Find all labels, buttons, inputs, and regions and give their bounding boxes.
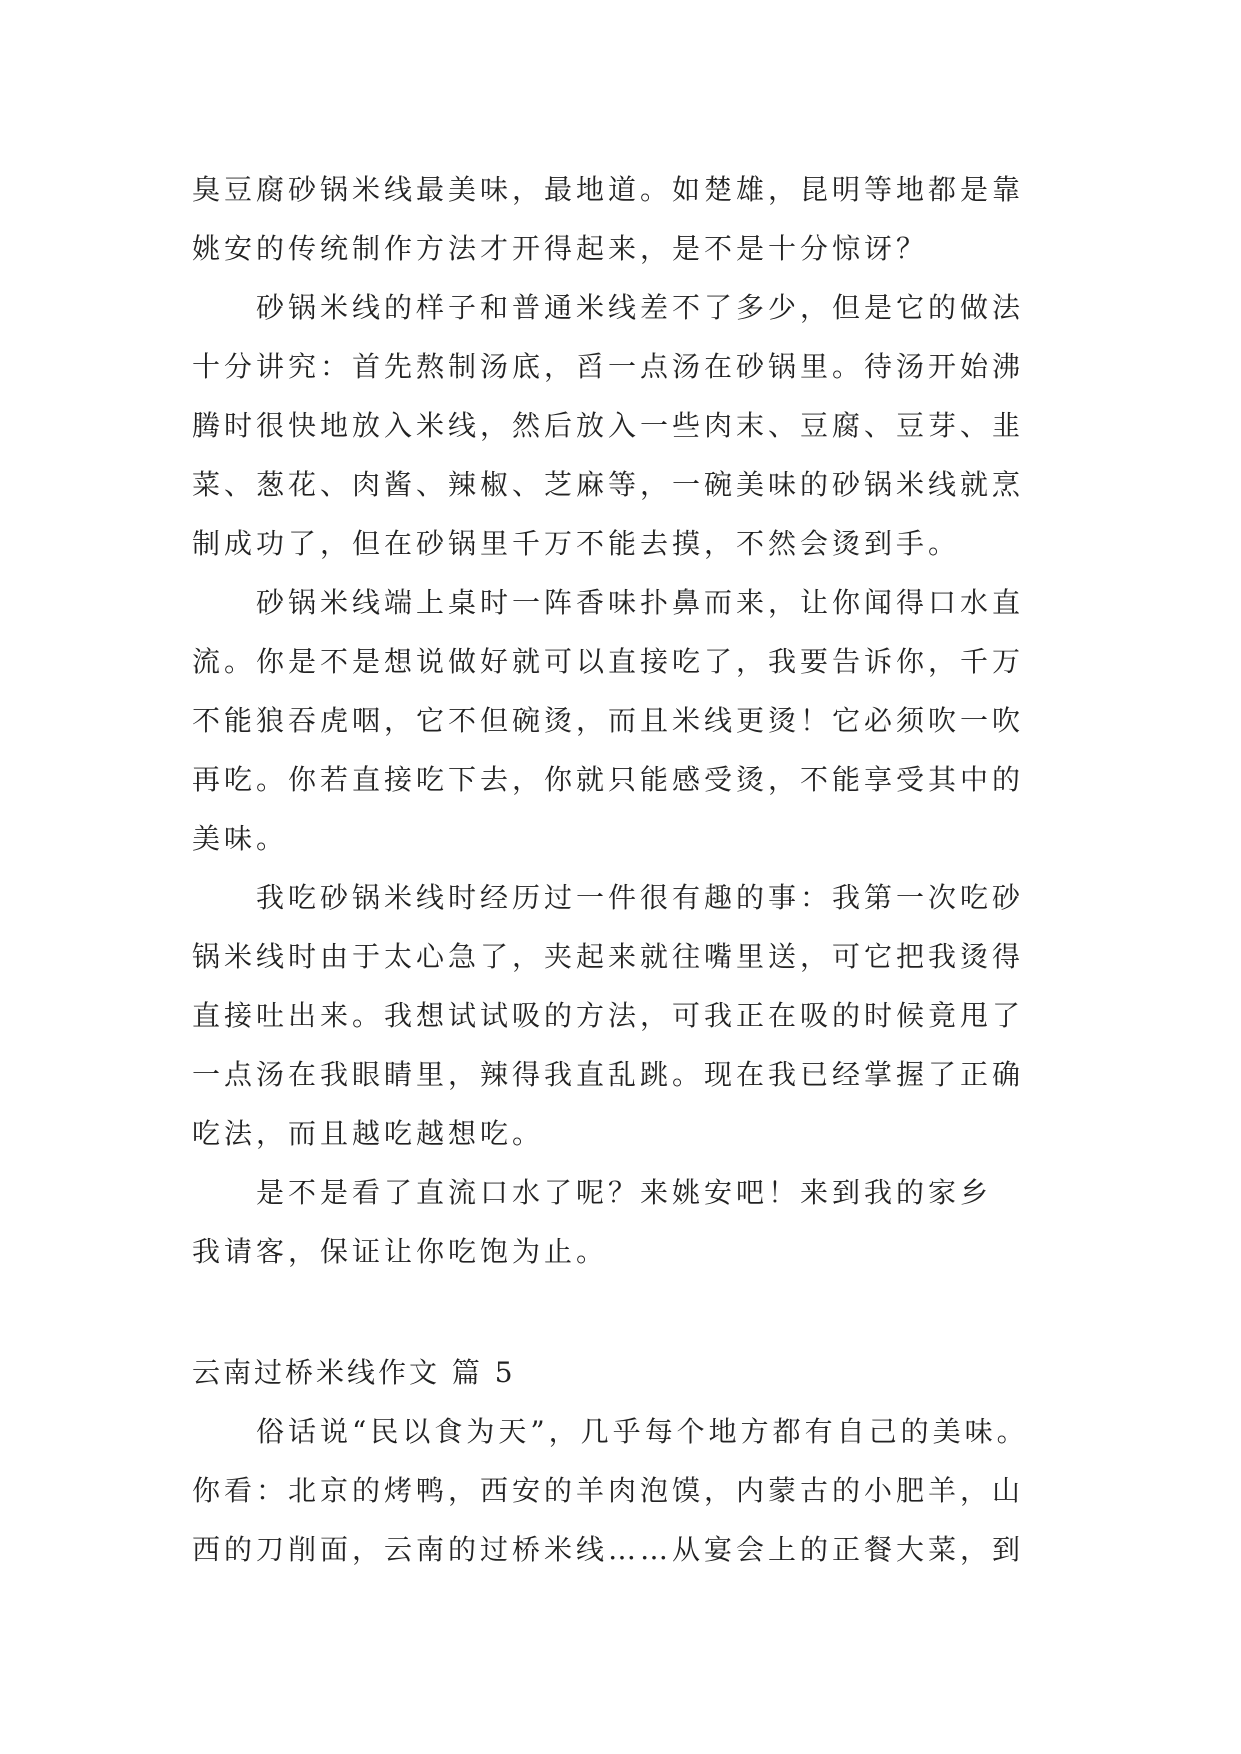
essay-text [192,160,1072,1579]
text-line: 姚安的传统制作方法才开得起来，是不是十分惊讶？ [192,232,929,265]
text-line: 菜、葱花、肉酱、辣椒、芝麻等，一碗美味的砂锅米线就烹 [192,468,1025,501]
text-line: 不能狼吞虎咽，它不但碗烫，而且米线更烫！它必须吹一吹 [192,704,1025,737]
text-line: 我请客，保证让你吃饱为止。 [192,1235,609,1268]
text-line: 俗话说“民以食为天”，几乎每个地方都有自己的美味。 [192,1415,1029,1448]
section-heading: 云南过桥米线作文 篇 5 [192,1356,516,1389]
text-line: 流。你是不是想说做好就可以直接吃了，我要告诉你，千万 [192,645,1025,678]
text-line: 砂锅米线端上桌时一阵香味扑鼻而来，让你闻得口水直 [192,586,1025,619]
text-line: 制成功了，但在砂锅里千万不能去摸，不然会烫到手。 [192,527,961,560]
text-line: 一点汤在我眼睛里，辣得我直乱跳。现在我已经掌握了正确 [192,1058,1025,1091]
text-line: 吃法，而且越吃越想吃。 [192,1117,545,1150]
text-line: 西的刀削面，云南的过桥米线……从宴会上的正餐大菜，到 [192,1533,1025,1566]
text-line: 直接吐出来。我想试试吸的方法，可我正在吸的时候竟甩了 [192,999,1025,1032]
text-line: 锅米线时由于太心急了，夹起来就往嘴里送，可它把我烫得 [192,940,1025,973]
section-gap [192,1281,1072,1343]
text-line: 我吃砂锅米线时经历过一件很有趣的事：我第一次吃砂 [192,881,1025,914]
text-line: 十分讲究：首先熬制汤底，舀一点汤在砂锅里。待汤开始沸 [192,350,1025,383]
text-line: 腾时很快地放入米线，然后放入一些肉末、豆腐、豆芽、韭 [192,409,1025,442]
text-line: 臭豆腐砂锅米线最美味，最地道。如楚雄，昆明等地都是靠 [192,173,1025,206]
text-line: 你看：北京的烤鸭，西安的羊肉泡馍，内蒙古的小肥羊，山 [192,1474,1025,1507]
text-line: 美味。 [192,822,289,855]
text-line: 再吃。你若直接吃下去，你就只能感受烫，不能享受其中的 [192,763,1025,796]
text-line: 是不是看了直流口水了呢？来姚安吧！来到我的家乡 [192,1176,993,1209]
text-line: 砂锅米线的样子和普通米线差不了多少，但是它的做法 [192,291,1025,324]
